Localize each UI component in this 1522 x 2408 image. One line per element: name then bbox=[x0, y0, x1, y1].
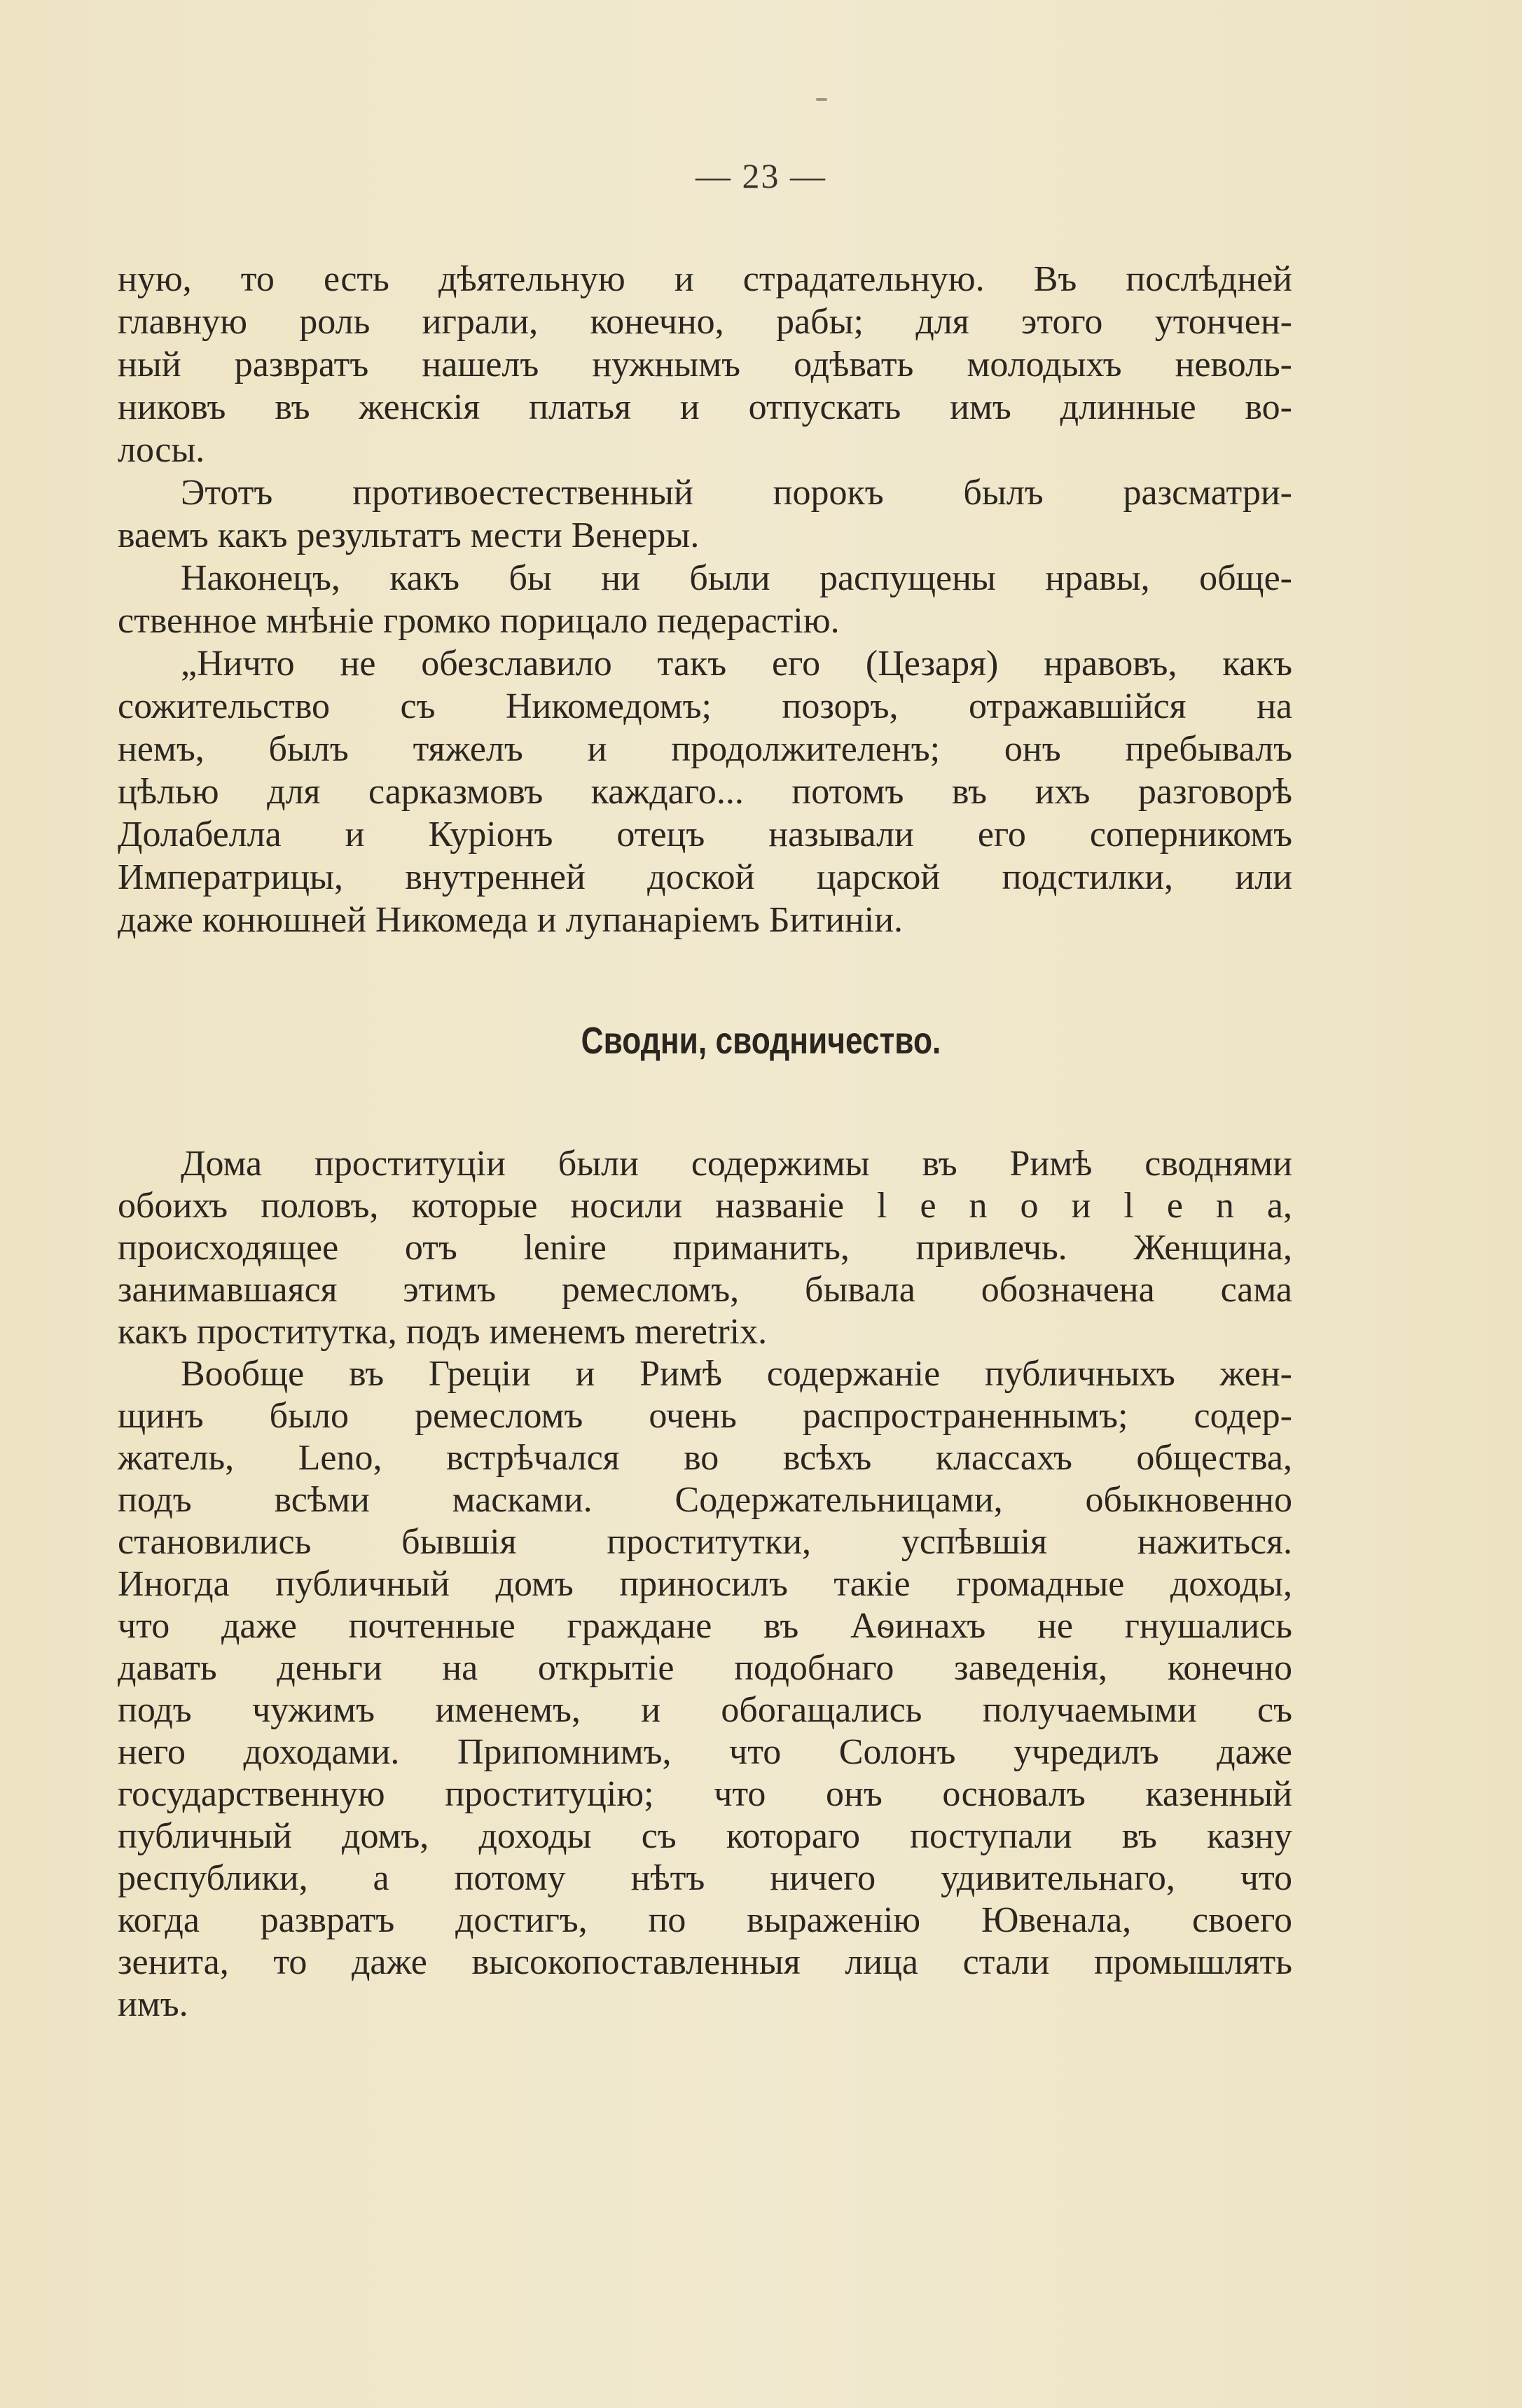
text-line: Дома проституціи были содержимы въ Римѣ своднями bbox=[181, 1144, 1292, 1184]
text-line: Иногда публичный домъ приносилъ такіе громадные доходы, bbox=[118, 1564, 1292, 1604]
text-line: ваемъ какъ результатъ мести Венеры. bbox=[118, 515, 700, 555]
paragraph bbox=[118, 557, 1292, 642]
text-line: „Ничто не обезславило такъ его (Цезаря) нравовъ, какъ bbox=[181, 644, 1292, 684]
text-line: зенита, то даже высокопоставленныя лица стали промышлять bbox=[118, 1942, 1292, 1982]
section-text bbox=[118, 1143, 1292, 2026]
text-line: главную роль играли, конечно, рабы; для этого утончен- bbox=[118, 302, 1292, 342]
text-line: жатель, Leno, встрѣчался во всѣхъ классахъ общества, bbox=[118, 1438, 1292, 1478]
text-line: что даже почтенные граждане въ Аѳинахъ не гнушались bbox=[118, 1606, 1292, 1646]
text-line: него доходами. Припомнимъ, что Солонъ учредилъ даже bbox=[118, 1732, 1292, 1772]
text-line: ный развратъ нашелъ нужнымъ одѣвать молодыхъ неволь- bbox=[118, 345, 1292, 385]
text-line: подъ всѣми масками. Содержательницами, обыкновенно bbox=[118, 1480, 1292, 1520]
text-line: ственное мнѣніе громко порицало педерастію. bbox=[118, 601, 840, 641]
section-text bbox=[118, 258, 1292, 941]
text-line: сожительство съ Никомедомъ; позоръ, отражавшійся на bbox=[118, 686, 1292, 726]
text-line: государственную проституцію; что онъ основалъ казенный bbox=[118, 1774, 1292, 1814]
text-line: Наконецъ, какъ бы ни были распущены нравы, обще- bbox=[181, 558, 1292, 598]
print-mark bbox=[816, 98, 827, 101]
text-line: занимавшаяся этимъ ремесломъ, бывала обозначена сама bbox=[118, 1270, 1292, 1310]
text-line: обоихъ половъ, которые носили названіе l e n o и l e n a, bbox=[118, 1186, 1292, 1226]
paragraph bbox=[118, 1143, 1292, 1353]
text-line: цѣлью для сарказмовъ каждаго... потомъ въ ихъ разговорѣ bbox=[118, 772, 1292, 812]
text-line: Вообще въ Греціи и Римѣ содержаніе публичныхъ жен- bbox=[181, 1354, 1292, 1394]
page-number: — 23 — bbox=[696, 156, 826, 195]
text-line: становились бывшія проститутки, успѣвшія нажиться. bbox=[118, 1522, 1292, 1562]
text-line: никовъ въ женскія платья и отпускать имъ длинные во- bbox=[118, 387, 1292, 427]
text-line: немъ, былъ тяжелъ и продолжителенъ; онъ пребывалъ bbox=[118, 729, 1292, 769]
text-line: республики, а потому нѣтъ ничего удивительнаго, что bbox=[118, 1858, 1292, 1898]
paragraph bbox=[118, 471, 1292, 557]
text-line: происходящее отъ lenire приманить, привлечь. Женщина, bbox=[118, 1228, 1292, 1268]
text-line: когда развратъ достигъ, по выраженію Ювенала, своего bbox=[118, 1900, 1292, 1940]
paragraph bbox=[118, 1353, 1292, 2026]
text-line: имъ. bbox=[118, 1984, 188, 2024]
text-line: Долабелла и Куріонъ отецъ называли его соперникомъ bbox=[118, 815, 1292, 854]
section-heading: Сводни, сводничество. bbox=[581, 1020, 941, 1062]
text-line: ную, то есть дѣятельную и страдательную. Въ послѣдней bbox=[118, 259, 1292, 299]
text-line: лосы. bbox=[118, 430, 205, 470]
text-line: Этотъ противоестественный порокъ былъ разсматри- bbox=[181, 473, 1292, 513]
paragraph bbox=[118, 258, 1292, 471]
text-line: щинъ было ремесломъ очень распространеннымъ; содер- bbox=[118, 1396, 1292, 1436]
text-line: Императрицы, внутренней доской царской подстилки, или bbox=[118, 857, 1292, 897]
text-line: подъ чужимъ именемъ, и обогащались получаемыми съ bbox=[118, 1690, 1292, 1730]
text-line: публичный домъ, доходы съ котораго поступали въ казну bbox=[118, 1816, 1292, 1856]
text-line: даже конюшней Никомеда и лупанаріемъ Битиніи. bbox=[118, 900, 904, 940]
text-line: какъ проститутка, подъ именемъ meretrix. bbox=[118, 1312, 768, 1352]
paragraph bbox=[118, 642, 1292, 941]
text-line: давать деньги на открытіе подобнаго заведенія, конечно bbox=[118, 1648, 1292, 1688]
